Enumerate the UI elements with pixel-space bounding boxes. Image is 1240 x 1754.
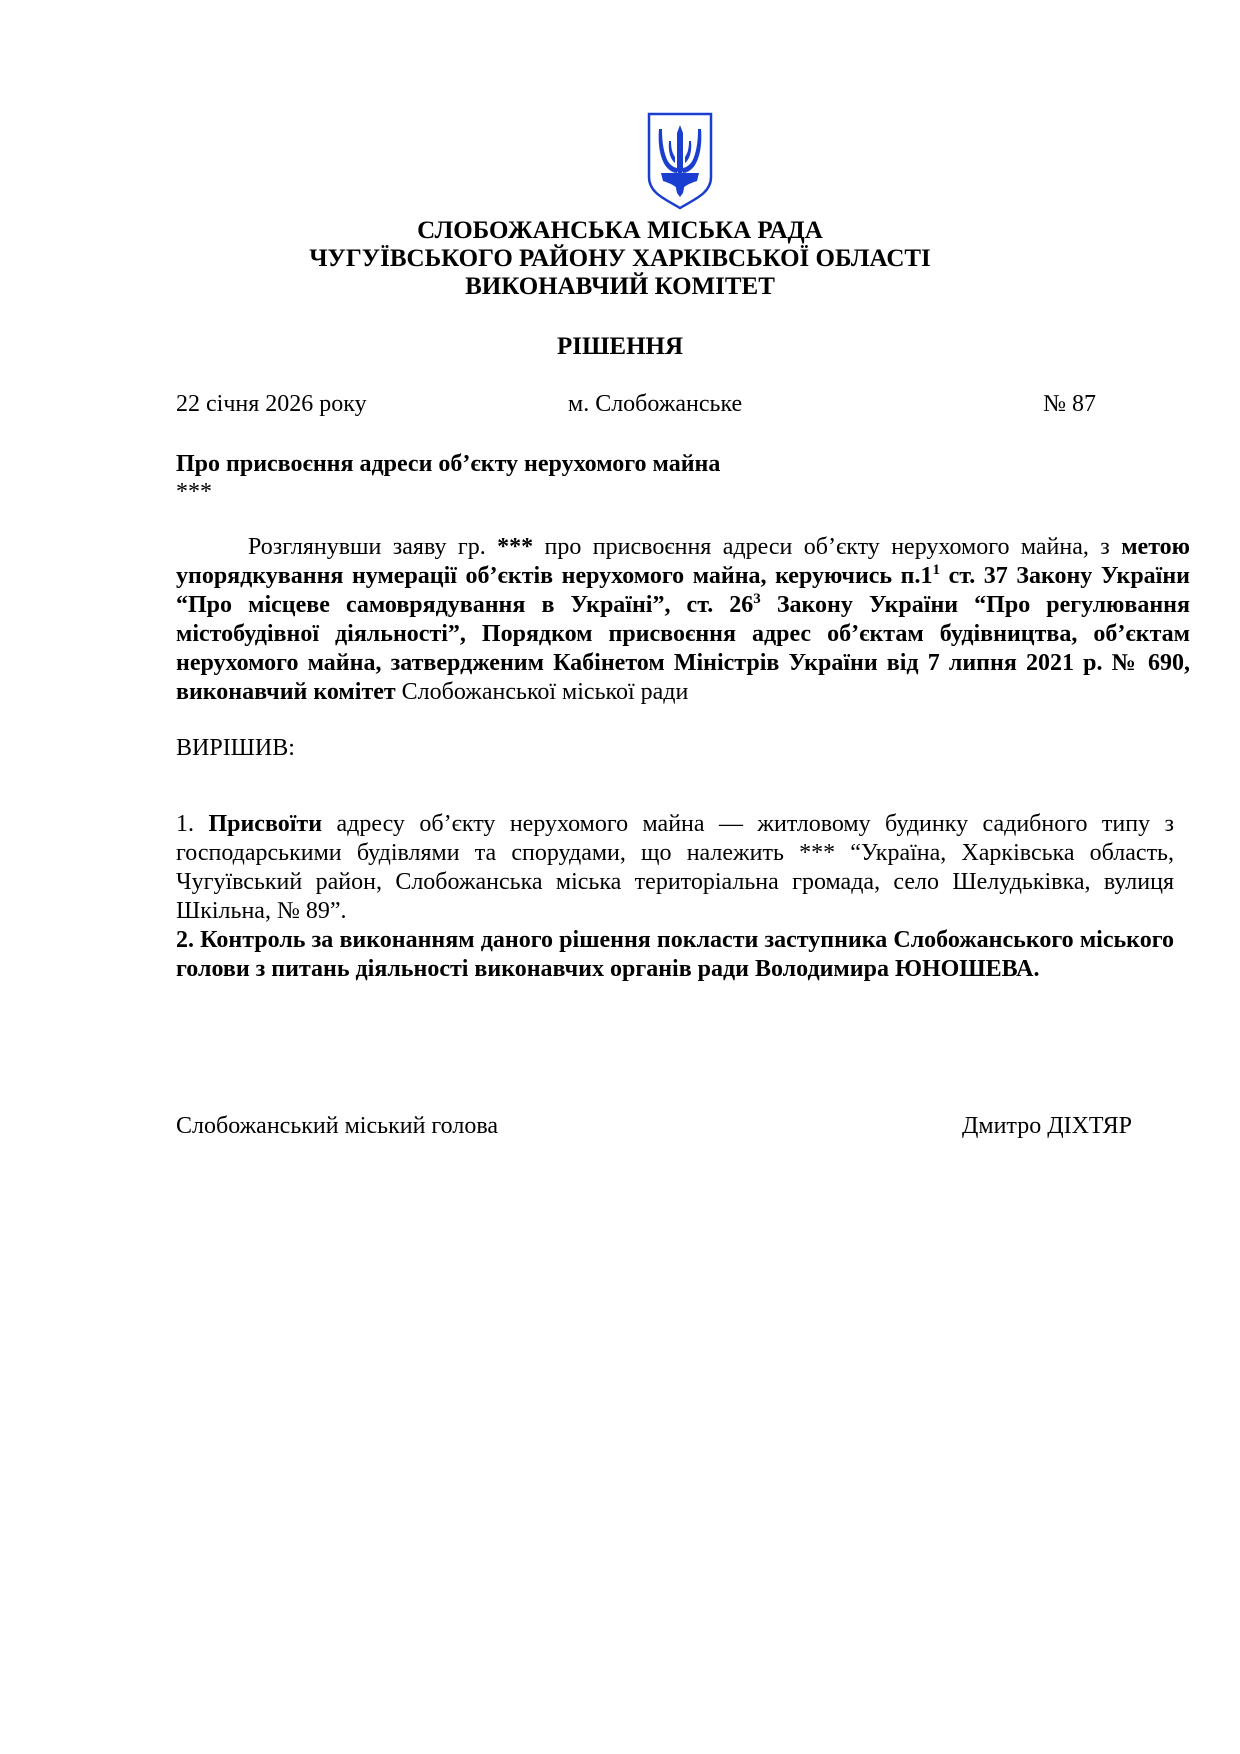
decision-item-1 bbox=[176, 810, 1174, 926]
preamble-sup-2: 3 bbox=[753, 591, 761, 607]
decision-subject bbox=[176, 450, 1076, 506]
document-title: РІШЕННЯ bbox=[556, 333, 684, 360]
subject-redacted: *** bbox=[176, 479, 212, 505]
item-1-number: 1. bbox=[176, 811, 209, 837]
preamble-text-5: Закону України “Про регулювання містобудівної діяльності”, Порядком присвоєння адрес об’єктам будівництва, об’єктам нерухомого майна, затвердженим Кабінетом Міністрів України від 7 липня 2021 р. № 690, виконавчий комітет bbox=[176, 592, 1190, 705]
decision-date: 22 січня 2026 року bbox=[176, 391, 367, 417]
item-1-text: адресу об’єкту нерухомого майна — житловому будинку садибного типу з господарськими будівлями та спорудами, що належить *** “Україна, Харківська область, Чугуївський район, Слобожанська міська територіальна громада, село Шелудьківка, вулиця Шкільна, № 89”. bbox=[176, 811, 1175, 924]
preamble-redacted-name: *** bbox=[497, 534, 534, 560]
dateline bbox=[176, 390, 1096, 420]
subject-title: Про присвоєння адреси об’єкту нерухомого майна bbox=[176, 451, 721, 477]
district-name: ЧУГУЇВСЬКОГО РАЙОНУ ХАРКІВСЬКОЇ ОБЛАСТІ bbox=[309, 245, 931, 272]
resolved-heading: ВИРІШИВ: bbox=[176, 735, 295, 761]
preamble-text-2: про присвоєння адреси об’єкту нерухомого майна, з bbox=[533, 534, 1122, 560]
council-header bbox=[0, 217, 1240, 301]
item-1-verb: Присвоїти bbox=[208, 811, 323, 837]
preamble-sup-1: 1 bbox=[932, 562, 941, 578]
preamble-text-1: Розглянувши заяву гр. bbox=[248, 534, 498, 560]
preamble-text-6: Слобожанської міської ради bbox=[401, 679, 689, 705]
signatory-role: Слобожанський міський голова bbox=[176, 1113, 498, 1139]
decision-items bbox=[176, 810, 1174, 984]
signatory-name: Дмитро ДІХТЯР bbox=[962, 1113, 1132, 1139]
signature-block bbox=[176, 1112, 1132, 1142]
tryzub-icon bbox=[645, 111, 715, 211]
committee-name: ВИКОНАВЧИЙ КОМІТЕТ bbox=[465, 273, 775, 300]
decision-city: м. Слобожанське bbox=[568, 391, 743, 417]
preamble-text-4: ст. 37 Закону України “Про місцеве самоврядування в Україні”, ст. 26 bbox=[176, 563, 1190, 618]
preamble-text-3: метою упорядкування нумерації об’єктів нерухомого майна, керуючись п.1 bbox=[176, 534, 1190, 589]
decision-item-2: 2. Контроль за виконанням даного рішення покласти заступника Слобожанського міського голови з питань діяльності виконавчих органів ради Володимира ЮНОШЕВА. bbox=[176, 927, 1174, 982]
preamble-paragraph bbox=[176, 533, 1190, 707]
decision-number: № 87 bbox=[1043, 391, 1096, 417]
council-name: СЛОБОЖАНСЬКА МІСЬКА РАДА bbox=[417, 217, 823, 244]
